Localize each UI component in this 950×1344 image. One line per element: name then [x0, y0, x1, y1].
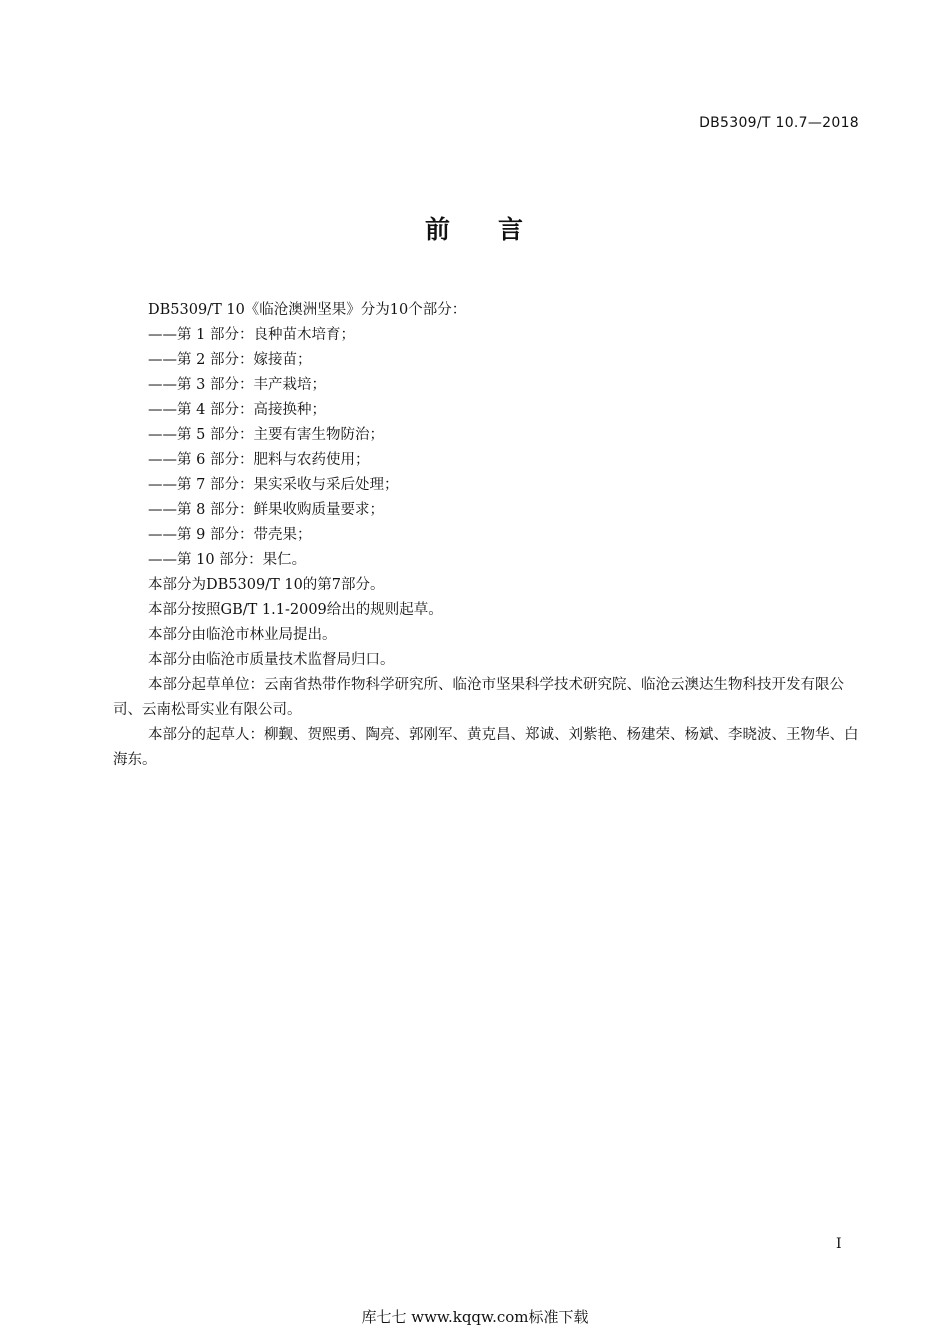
document-body — [113, 298, 861, 773]
footer-watermark: 库七七 www.kqqw.com标准下载 — [361, 1308, 589, 1326]
part-item: ——第 4 部分：高接换种； — [148, 402, 326, 418]
drafting-units-paragraph: 本部分起草单位：云南省热带作物科学研究所、临沧市坚果科学技术研究院、临沧云澳达生物科技开发有限公司、云南松哥实业有限公司。 — [113, 677, 844, 718]
part-item: ——第 2 部分：嫁接苗； — [148, 352, 312, 368]
title-char-1: 前 — [424, 215, 452, 244]
standard-code: DB5309/T 10.7—2018 — [699, 115, 859, 131]
part-item: ——第 3 部分：丰产栽培； — [148, 377, 326, 393]
part-item: ——第 1 部分：良种苗木培育； — [148, 327, 355, 343]
drafters-paragraph: 本部分的起草人：柳觐、贺熙勇、陶亮、郭刚军、黄克昌、郑诚、刘紫艳、杨建荣、杨斌、李晓波、王物华、白海东。 — [113, 727, 859, 768]
part-item: ——第 7 部分：果实采收与采后处理； — [148, 477, 399, 493]
intro-paragraph: DB5309/T 10《临沧澳洲坚果》分为10个部分： — [148, 302, 467, 318]
part-item: ——第 5 部分：主要有害生物防治； — [148, 427, 384, 443]
part-item: ——第 9 部分：带壳果； — [148, 527, 312, 543]
page-number: I — [836, 1236, 842, 1252]
page-title — [0, 210, 950, 246]
statement-paragraph: 本部分由临沧市质量技术监督局归口。 — [148, 652, 395, 668]
part-item: ——第 6 部分：肥料与农药使用； — [148, 452, 370, 468]
title-char-2: 言 — [498, 215, 526, 244]
statement-paragraph: 本部分由临沧市林业局提出。 — [148, 627, 337, 643]
part-item: ——第 8 部分：鲜果收购质量要求； — [148, 502, 384, 518]
statement-paragraph: 本部分按照GB/T 1.1-2009给出的规则起草。 — [148, 602, 443, 618]
statement-paragraph: 本部分为DB5309/T 10的第7部分。 — [148, 577, 385, 593]
part-item: ——第 10 部分：果仁。 — [148, 552, 307, 568]
